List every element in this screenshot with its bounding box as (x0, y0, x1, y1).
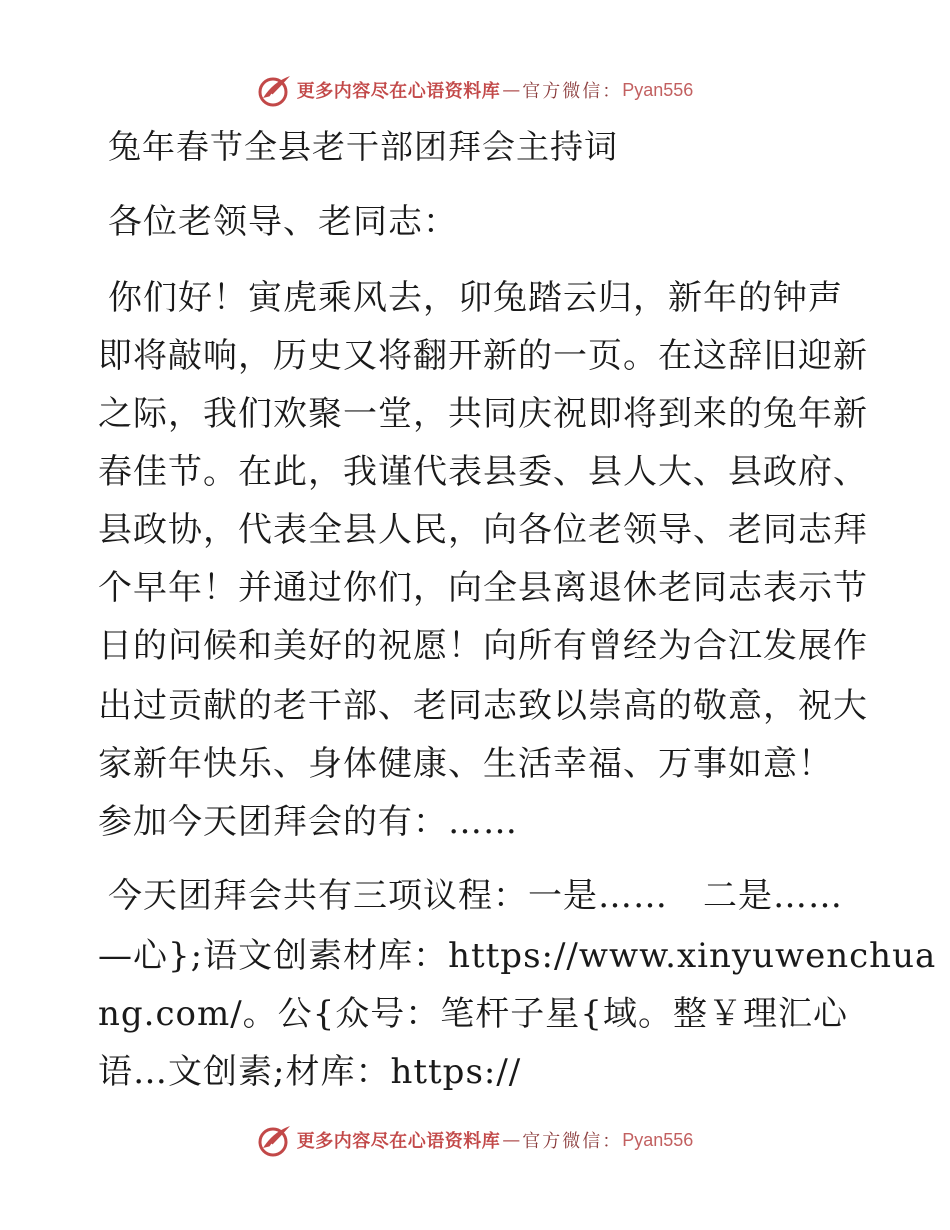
quill-logo-icon (257, 72, 293, 108)
watermark-official-label: 官方微信： (522, 1131, 623, 1152)
greeting-line: 各位老领导、老同志： (108, 202, 458, 242)
body-line: 出过贡献的老干部、老同志致以崇高的敬意，祝大 (98, 686, 868, 726)
attendees-line: 参加今天团拜会的有：…… (98, 802, 518, 842)
body-line: 即将敲响，历史又将翻开新的一页。在这辞旧迎新 (98, 336, 868, 376)
watermark-slogan: 更多内容尽在心语资料库 (296, 1131, 501, 1152)
watermark-wechat-id: Pyan556 (622, 79, 694, 100)
watermark-header (0, 70, 950, 110)
body-line: 家新年快乐、身体健康、生活幸福、万事如意！ (98, 744, 833, 784)
body-line: 春佳节。在此，我谨代表县委、县人大、县政府、 (98, 452, 868, 492)
quill-logo-icon (257, 1122, 293, 1158)
watermark-slogan: 更多内容尽在心语资料库 (296, 81, 501, 102)
body-line: 县政协，代表全县人民，向各位老领导、老同志拜 (98, 510, 868, 550)
body-line: ng.com/。公{众号：笔杆子星{域。整￥理汇心 (98, 994, 848, 1034)
body-line: 语…文创素;材库：https:// (98, 1052, 522, 1092)
agenda-line: 今天团拜会共有三项议程：一是…… 二是…… (108, 876, 843, 916)
document-title: 兔年春节全县老干部团拜会主持词 (108, 127, 618, 166)
body-line: 日的问候和美好的祝愿！向所有曾经为合江发展作 (98, 626, 868, 666)
body-line: 之际，我们欢聚一堂，共同庆祝即将到来的兔年新 (98, 394, 868, 434)
watermark-official-label: 官方微信： (522, 81, 623, 102)
body-line: 个早年！并通过你们，向全县离退休老同志表示节 (98, 568, 868, 608)
watermark-wechat-id: Pyan556 (622, 1129, 694, 1150)
body-line: —心};语文创素材库：https://www.xinyuwenchua (98, 936, 937, 976)
watermark-dash: — (502, 1129, 521, 1151)
body-line: 你们好！寅虎乘风去，卯兔踏云归，新年的钟声 (108, 278, 843, 318)
watermark-footer (0, 1120, 950, 1160)
watermark-dash: — (502, 79, 521, 101)
